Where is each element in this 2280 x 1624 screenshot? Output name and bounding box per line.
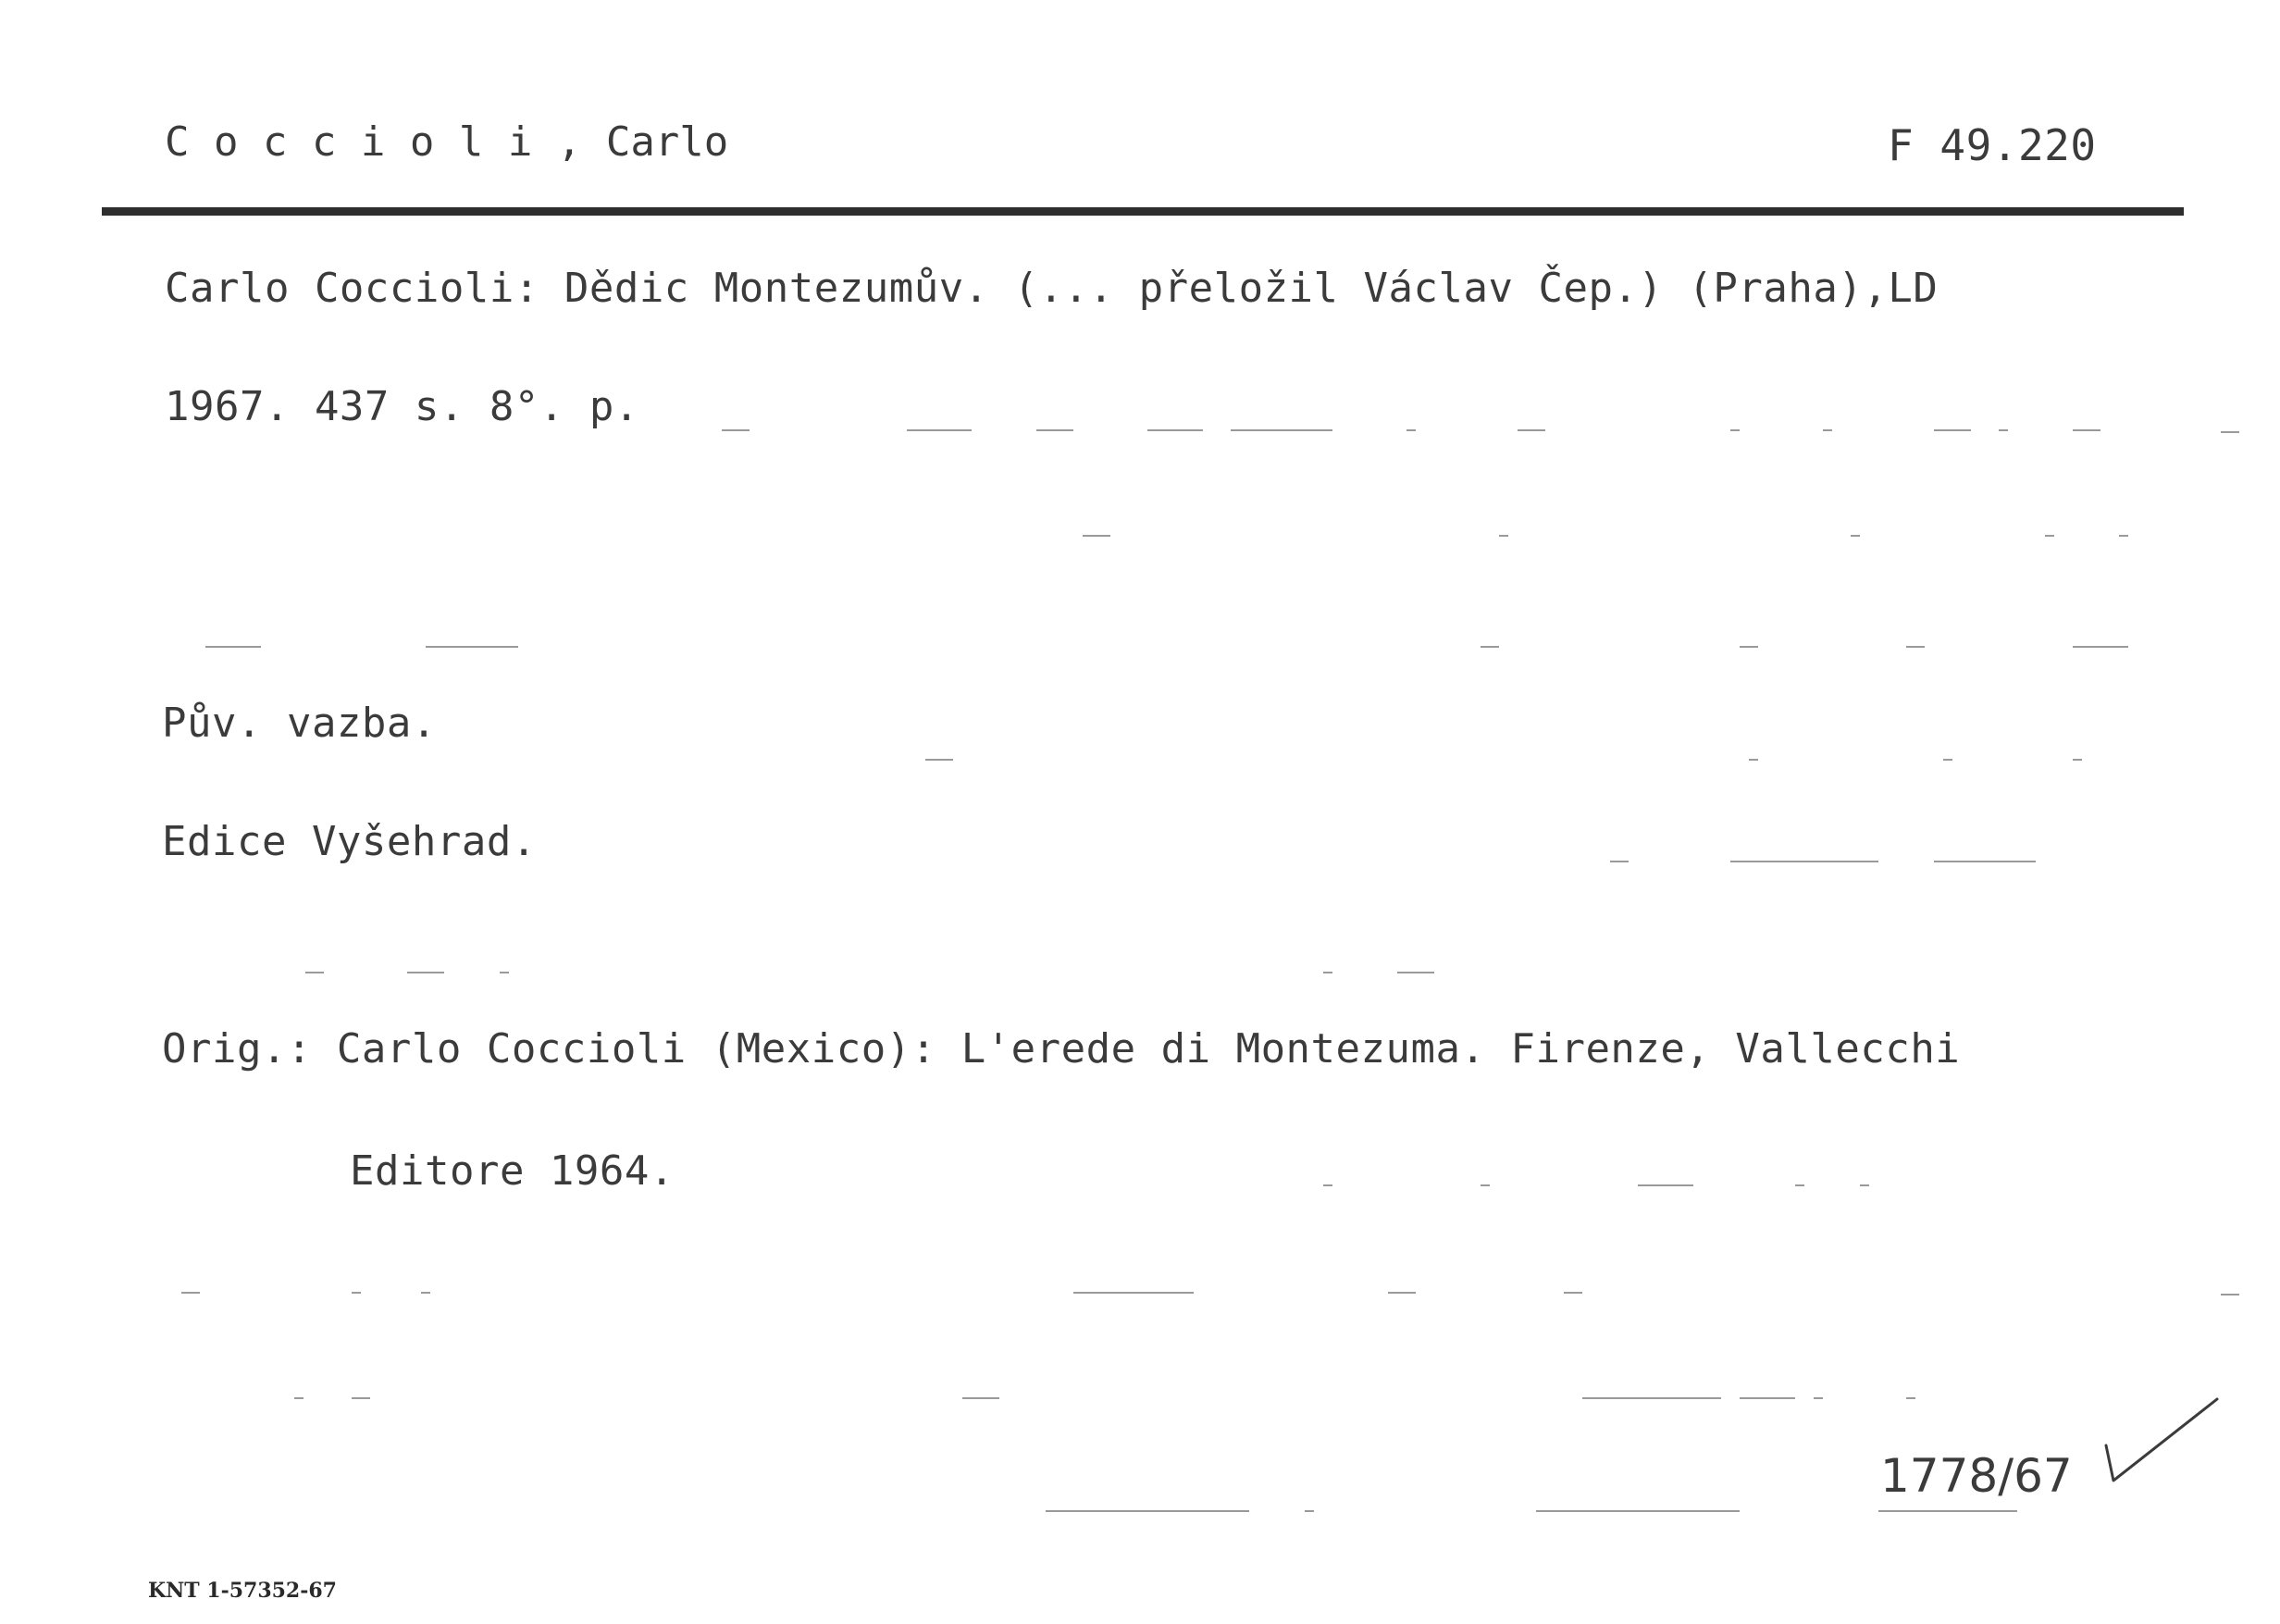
author-heading: C o c c i o l i , Carlo [165, 118, 729, 166]
entry-imprint-line: 1967. 437 s. 8°. p. [165, 383, 639, 430]
entry-title-line: Carlo Coccioli: Dědic Montezumův. (... přeložil Václav Čep.) (Praha),LD [165, 265, 1939, 312]
original-publisher-line: Editore 1964. [350, 1147, 675, 1195]
series-note: Edice Vyšehrad. [162, 818, 537, 865]
shelf-signature: F 49.220 [1888, 120, 2097, 170]
accession-number: 1778/67 [1880, 1449, 2073, 1503]
binding-note: Pův. vazba. [162, 700, 437, 747]
original-title-line: Orig.: Carlo Coccioli (Mexico): L'erede di Montezuma. Firenze, Vallecchi [162, 1025, 1961, 1072]
card-footer-code: KNT 1-57352-67 [148, 1579, 337, 1603]
